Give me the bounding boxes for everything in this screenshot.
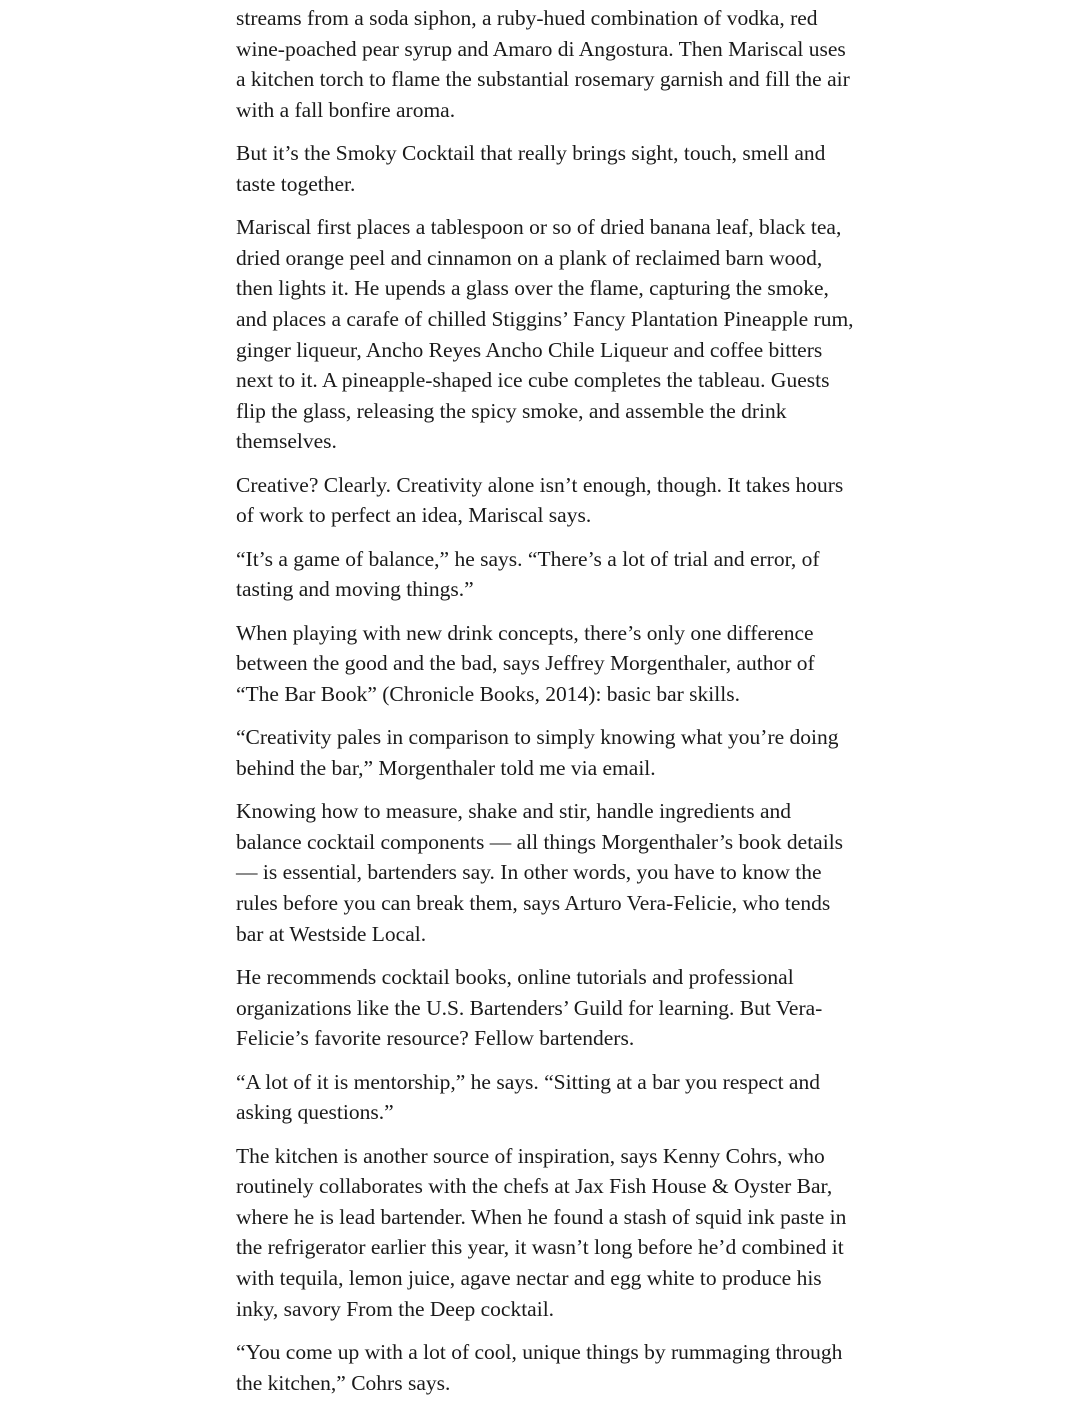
article-paragraph: “A lot of it is mentorship,” he says. “Sitting at a bar you respect and asking questions.” [236, 1069, 820, 1125]
article-paragraph: He recommends cocktail books, online tutorials and professional organizations like the U.S. Bartenders’ Guild for learning. But Vera-Felicie’s favorite resource? Fellow bartenders. [236, 965, 823, 1051]
article-paragraph: But it’s the Smoky Cocktail that really brings sight, touch, smell and taste together. [236, 141, 826, 196]
article-paragraph: “You come up with a lot of cool, unique things by rummaging through the kitchen,” Cohrs says. [236, 1339, 843, 1395]
article-paragraph: streams from a soda siphon, a ruby-hued combination of vodka, red wine-poached pear syrup and Amaro di Angostura. Then Mariscal uses a kitchen torch to flame the substantial rosemary garnish and fill the air with a fall bonfire aroma. [236, 6, 850, 122]
article-paragraph: “Creativity pales in comparison to simply knowing what you’re doing behind the bar,” Morgenthaler told me via email. [236, 725, 839, 780]
article-paragraph: “It’s a game of balance,” he says. “There’s a lot of trial and error, of tasting and moving things.” [236, 546, 820, 602]
article-paragraph: Knowing how to measure, shake and stir, handle ingredients and balance cocktail components — all things Morgenthaler’s book details — is essential, bartenders say. In other words, you have to know the rules before you can break them, says Arturo Vera-Felicie, who tends bar at Westside Local. [236, 799, 844, 946]
article-body [236, 3, 854, 1411]
article-paragraph: Creative? Clearly. Creativity alone isn’t enough, though. It takes hours of work to perfect an idea, Mariscal says. [236, 472, 844, 528]
article-paragraph: Mariscal first places a tablespoon or so of dried banana leaf, black tea, dried orange peel and cinnamon on a plank of reclaimed barn wood, then lights it. He upends a glass over the flame, capturing the smoke, and places a carafe of chilled Stiggins’ Fancy Plantation Pineapple rum, ginger liqueur, Ancho Reyes Ancho Chile Liqueur and coffee bitters next to it. A pineapple-shaped ice cube completes the tableau. Guests flip the glass, releasing the spicy smoke, and assemble the drink themselves. [236, 215, 854, 454]
article-paragraph: When playing with new drink concepts, there’s only one difference between the good and the bad, says Jeffrey Morgenthaler, author of “The Bar Book” (Chronicle Books, 2014): basic bar skills. [236, 620, 815, 706]
article-paragraph: The kitchen is another source of inspiration, says Kenny Cohrs, who routinely collaborates with the chefs at Jax Fish House & Oyster Bar, where he is lead bartender. When he found a stash of squid ink paste in the refrigerator earlier this year, it wasn’t long before he’d combined it with tequila, lemon juice, agave nectar and egg white to produce his inky, savory From the Deep cocktail. [236, 1143, 847, 1321]
